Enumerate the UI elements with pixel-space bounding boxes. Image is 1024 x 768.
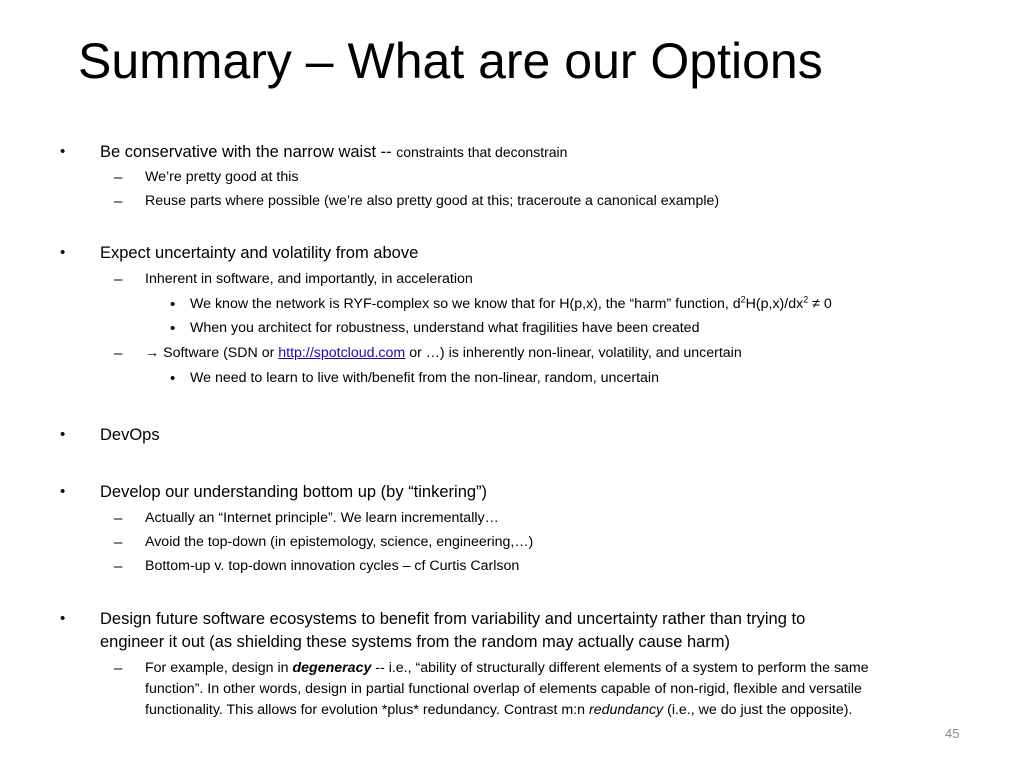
text: or …) is inherently non-linear, volatility, and uncertain bbox=[409, 345, 742, 361]
text: H(p,x)/dx bbox=[745, 296, 804, 312]
sub-bullet: Avoid the top-down (in epistemology, science, engineering,…) bbox=[145, 534, 534, 550]
dash-marker: – bbox=[114, 534, 123, 551]
sub-sub-bullet: We need to learn to live with/benefit from the non-linear, random, uncertain bbox=[190, 370, 659, 386]
sub-bullet-software bbox=[145, 345, 742, 363]
page-number: 45 bbox=[945, 726, 960, 741]
text: We know the network is RYF-complex so we know that for H(p,x), the “harm” function, d bbox=[190, 296, 741, 312]
dash-marker: – bbox=[114, 271, 123, 288]
spotcloud-link[interactable]: http://spotcloud.com bbox=[278, 345, 406, 361]
text: -- i.e., “ability of structurally different elements of a system to perform the same bbox=[371, 660, 869, 676]
sub-sub-bullet: When you architect for robustness, understand what fragilities have been created bbox=[190, 320, 700, 336]
bullet-marker: • bbox=[60, 426, 66, 443]
bullet-uncertainty: Expect uncertainty and volatility from above bbox=[100, 244, 419, 262]
bullet-marker: • bbox=[60, 483, 66, 500]
bullet-marker: • bbox=[60, 143, 66, 160]
slide-title: Summary – What are our Options bbox=[78, 33, 823, 89]
bullet-note: constraints that deconstrain bbox=[396, 144, 568, 160]
text: For example, design in bbox=[145, 660, 289, 676]
sub-bullet: Inherent in software, and importantly, in acceleration bbox=[145, 271, 473, 287]
sub-bullet-degeneracy-line3 bbox=[145, 702, 852, 720]
dash-marker: – bbox=[114, 169, 123, 186]
sub-bullet-degeneracy-line1 bbox=[145, 660, 869, 678]
bullet-marker: • bbox=[60, 610, 66, 627]
bullet-bottom-up: Develop our understanding bottom up (by “tinkering”) bbox=[100, 483, 488, 501]
emphasis: redundancy bbox=[589, 702, 664, 718]
bullet-marker: • bbox=[60, 244, 66, 261]
dash-marker: – bbox=[114, 193, 123, 210]
emphasis: degeneracy bbox=[292, 660, 372, 676]
sub-bullet: Bottom-up v. top-down innovation cycles – cf Curtis Carlson bbox=[145, 558, 520, 574]
text: (i.e., we do just the opposite). bbox=[667, 702, 853, 718]
text: Software (SDN or bbox=[163, 345, 275, 361]
dash-marker: – bbox=[114, 345, 123, 362]
bullet-marker: • bbox=[170, 370, 176, 387]
bullet-ecosystems-line2: engineer it out (as shielding these systems from the random may actually cause harm) bbox=[100, 633, 731, 651]
bullet-narrow-waist bbox=[100, 142, 567, 163]
sub-bullet: Actually an “Internet principle”. We learn incrementally… bbox=[145, 510, 499, 526]
superscript: 2 bbox=[740, 294, 746, 305]
text: ≠ 0 bbox=[808, 296, 832, 312]
dash-marker: – bbox=[114, 510, 123, 527]
sub-bullet-degeneracy-line2: function”. In other words, design in partial functional overlap of elements capable of non-rigid, flexible and versatile bbox=[145, 681, 862, 697]
bullet-marker: • bbox=[170, 320, 176, 337]
bullet-devops: DevOps bbox=[100, 426, 160, 444]
bullet-marker: • bbox=[170, 296, 176, 313]
bullet-ecosystems-line1: Design future software ecosystems to benefit from variability and uncertainty rather than trying to bbox=[100, 610, 806, 628]
bullet-text: Be conservative with the narrow waist -- bbox=[100, 143, 392, 161]
arrow-icon: → bbox=[145, 345, 160, 361]
dash-marker: – bbox=[114, 660, 123, 677]
superscript: 2 bbox=[803, 294, 809, 305]
sub-bullet: We’re pretty good at this bbox=[145, 169, 299, 185]
sub-sub-bullet bbox=[190, 296, 832, 314]
dash-marker: – bbox=[114, 558, 123, 575]
sub-bullet: Reuse parts where possible (we’re also pretty good at this; traceroute a canonical example) bbox=[145, 193, 720, 209]
text: functionality. This allows for evolution *plus* redundancy. Contrast m:n bbox=[145, 702, 586, 718]
